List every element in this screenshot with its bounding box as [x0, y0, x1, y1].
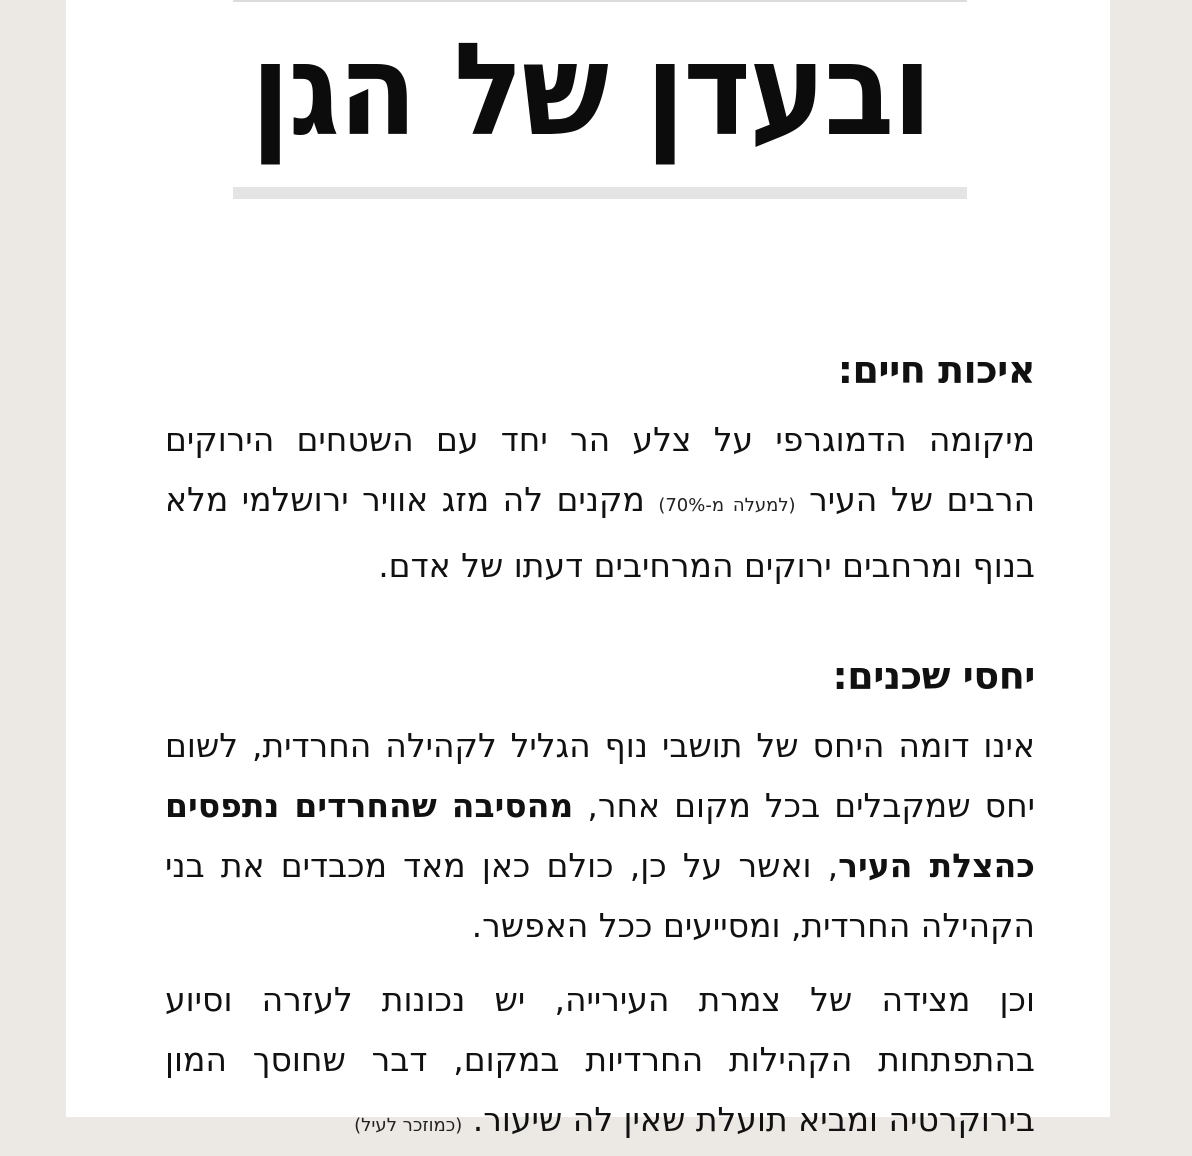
paragraph-note: (למעלה מ-70%)	[658, 495, 796, 516]
paragraph-text: מיקומה הדמוגרפי על צלע הר יחד עם השטחים הירוקים הרבים של העיר	[165, 420, 1036, 519]
article-content	[165, 340, 1035, 1156]
municipality-paragraph	[165, 970, 1035, 1156]
paragraph-bold-text: מהסיבה שהחרדים נתפסים כהצלת העיר	[165, 786, 1035, 885]
section-heading-neighbor-relations: יחסי שכנים:	[832, 654, 1035, 698]
neighbor-relations-paragraph	[165, 716, 1035, 956]
paragraph-note: (כמוזכר לעיל)	[354, 1115, 463, 1136]
paragraph-text: , ואשר על כן, כולם כאן מאד מכבדים את בני הקהילה החרדית, ומסייעים ככל האפשר.	[165, 846, 1035, 945]
paragraph-spacer	[165, 956, 1035, 970]
section-heading-quality-of-life: איכות חיים:	[837, 348, 1035, 392]
title-bottom-rule	[233, 187, 967, 199]
page-title: ובעדן של הגן	[250, 16, 931, 165]
paragraph-text: וכן מצידה של צמרת העירייה, יש נכונות לעזרה וסיוע בהתפתחות הקהילות החרדיות במקום, דבר שחוסך המון בירוקרטיה ומביא תועלת שאין לה שיעור.	[165, 980, 1035, 1139]
paragraph-text: אינו דומה היחס של תושבי נוף הגליל לקהילה החרדית, לשום יחס שמקבלים בכל מקום אחר,	[165, 726, 1036, 825]
quality-of-life-paragraph	[165, 410, 1035, 596]
paragraph-text: מקנים לה מזג אוויר ירושלמי מלא בנוף ומרחבים ירוקים המרחיבים דעתו של אדם.	[165, 480, 1035, 585]
title-top-rule	[233, 0, 967, 2]
section-spacer	[165, 596, 1035, 646]
